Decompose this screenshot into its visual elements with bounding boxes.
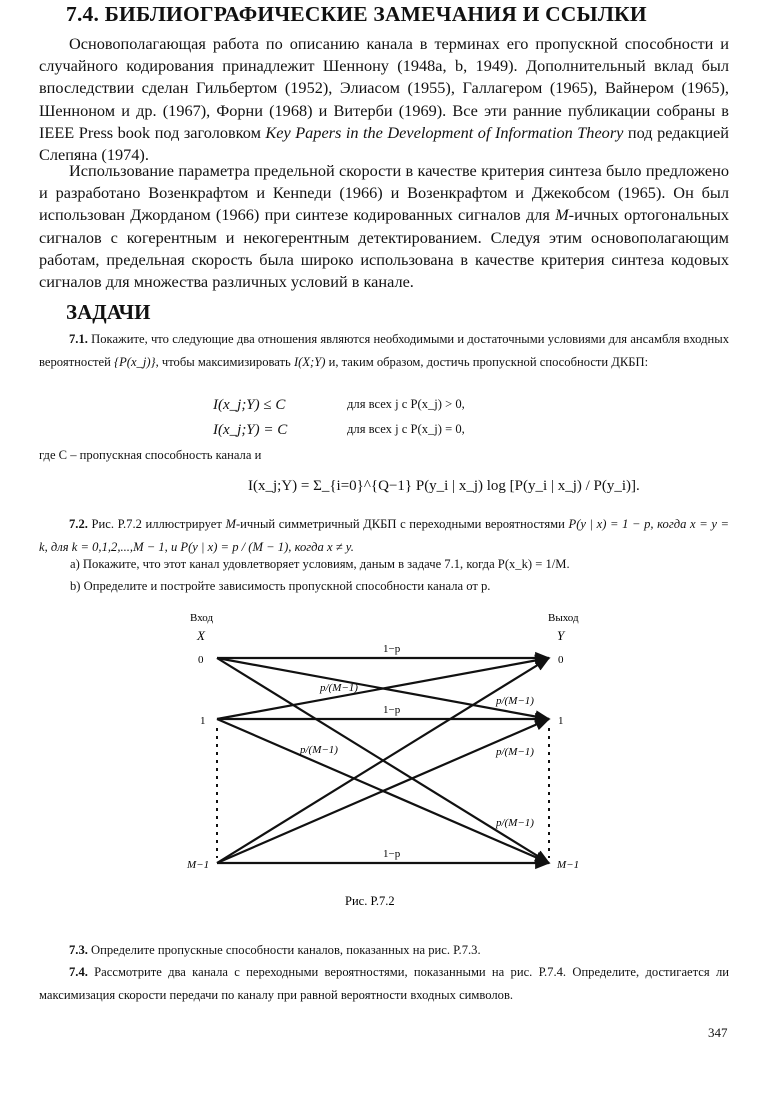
prob-label-0: 1−p	[383, 643, 401, 655]
task-7-1: 7.1. Покажите, что следующие два отношения являются необходимыми и достаточными условиями для ансамбля входных вероятностей {P(x_j)}, чтобы максимизировать I(X;Y) и, таким образом, достичь пропускной способности ДКБП:	[39, 332, 729, 369]
section-title: 7.4. БИБЛИОГРАФИЧЕСКИЕ ЗАМЕЧАНИЯ И ССЫЛКИ	[66, 2, 647, 26]
task-7-3: 7.3. Определите пропускные способности каналов, показанных на рис. Р.7.3.	[69, 943, 481, 957]
prob-label-1: 1−p	[383, 704, 401, 716]
task-7-4: 7.4. Рассмотрите два канала с переходными вероятностями, показанными на рис. Р.7.4. Определите, достигается ли максимизация скорости передачи по каналу при равной вероятности входных символов.	[39, 965, 729, 1002]
input-node-1: 1	[200, 715, 206, 727]
input-node-0: 0	[198, 654, 204, 666]
figure-caption: Рис. Р.7.2	[345, 894, 395, 908]
paragraph-history: Основополагающая работа по описанию канала в терминах его пропускной способности и случайного кодирования принадлежит Шеннону (1948a, b, 1949). Дополнительный вклад был впоследствии сделан Гильбертом (1952), Элиасом (1955), Галлагером (1965), Вайнером (1965), Шенноном и др. (1967), Форни (1968) и Витерби (1969). Все эти ранние публикации собраны в IEEE Press book под заголовком Key Papers in the Development of Information Theory под редакцией Слепяна (1974).	[39, 34, 730, 165]
equation-condition-1: I(x_j;Y) ≤ C для всех j с P(x_j) > 0,	[213, 397, 465, 413]
cross-label-d: p/(M−1)	[496, 746, 534, 758]
task-7-2-b: b) Определите и постройте зависимость пропускной способности канала от p.	[70, 579, 491, 593]
input-node-M-1: M−1	[187, 859, 210, 871]
output-node-0: 0	[558, 654, 564, 666]
cross-label-c: p/(M−1)	[300, 744, 338, 756]
output-node-M-1: M−1	[557, 859, 580, 871]
cross-label-b: p/(M−1)	[496, 695, 534, 707]
equation-condition-2: I(x_j;Y) = C для всех j с P(x_j) = 0,	[213, 422, 465, 438]
where-text: где C – пропускная способность канала и	[39, 448, 262, 462]
cross-label-e: p/(M−1)	[496, 817, 534, 829]
page-number: 347	[708, 1025, 728, 1040]
channel-diagram	[0, 600, 759, 920]
output-node-1: 1	[558, 715, 564, 727]
output-label: Выход	[548, 612, 579, 624]
task-7-2-a: a) Покажите, что этот канал удовлетворяет условиям, даным в задаче 7.1, когда P(x_k) = 1/M.	[70, 557, 570, 571]
tasks-title: ЗАДАЧИ	[66, 300, 151, 324]
cross-label-a: p/(M−1)	[320, 682, 358, 694]
equation-mutual-information: I(x_j;Y) = Σ_{i=0}^{Q−1} P(y_i | x_j) log [P(y_i | x_j) / P(y_i)].	[248, 478, 640, 494]
input-var: X	[197, 628, 205, 643]
input-label: Вход	[190, 612, 214, 624]
task-7-2: 7.2. Рис. Р.7.2 иллюстрирует M-ичный симметричный ДКБП с переходными вероятностями P(y | x) = 1 − p, когда x = y = k, для k = 0,1,2,...,M − 1, и P(y | x) = p / (M − 1), когда x ≠ y.	[39, 517, 730, 554]
paragraph-cutoff-rate: Использование параметра предельной скорости в качестве критерия синтеза было предложено и разработано Возенкрафтом и Кенneди (1966) и Возенкрафтом и Джекобсом (1965). Он был использован Джорданом (1966) при синтезе кодированных сигналов для M-ичных ортогональных сигналов с когерентным и некогерентным детектированием. Следуя этим основополагающим работам, предельная скорость была широко использована в качестве критерия синтеза кодовых сигналов для множества различных условий в канале.	[39, 161, 729, 292]
output-var: Y	[557, 628, 565, 643]
prob-label-M: 1−p	[383, 848, 401, 860]
